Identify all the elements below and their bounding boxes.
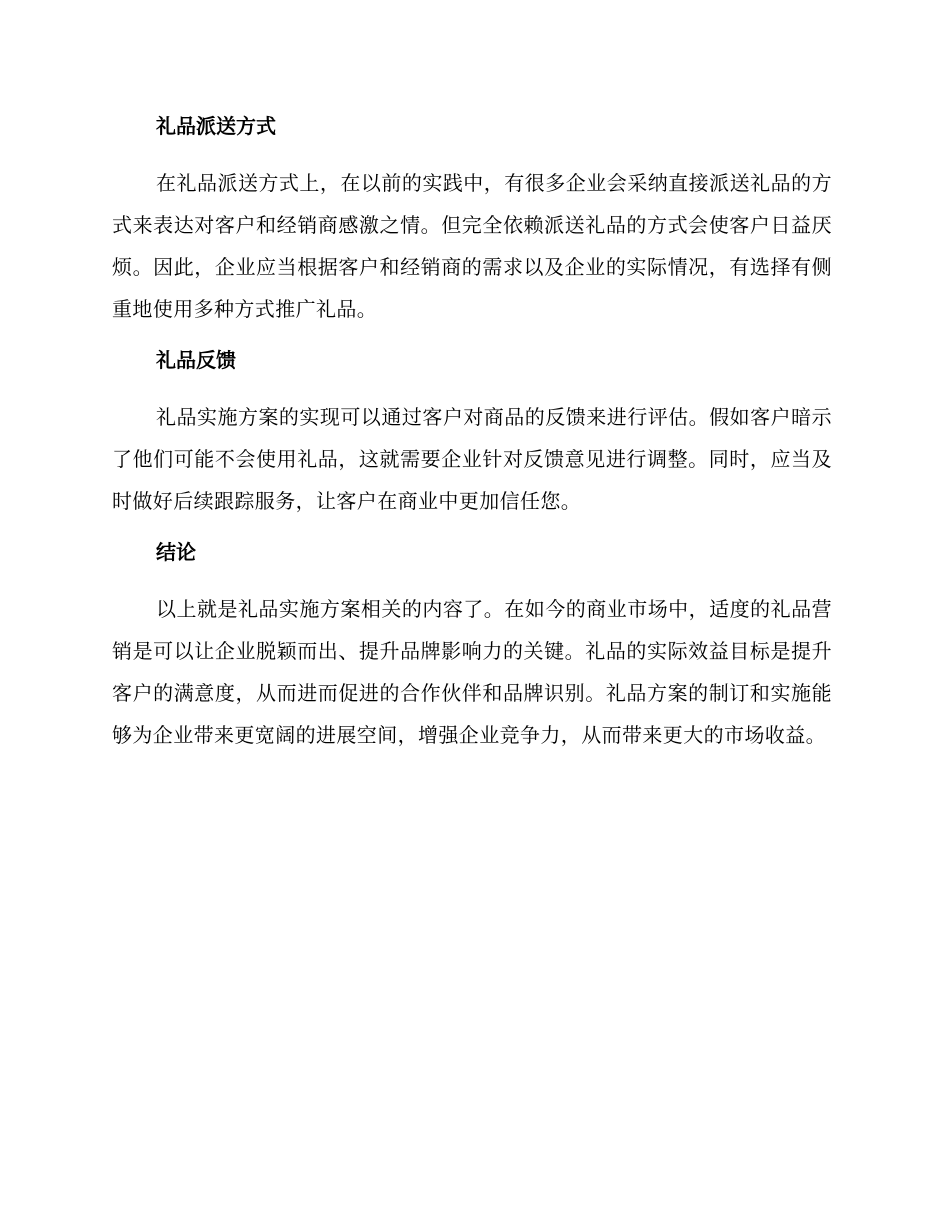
section-heading: 礼品派送方式 (156, 114, 276, 138)
section-paragraph: 礼品实施方案的实现可以通过客户对商品的反馈来进行评估。假如客户暗示了他们可能不会使用礼品，这就需要企业针对反馈意见进行调整。同时，应当及时做好后续跟踪服务，让客户在商业中更加信任您。 (112, 405, 832, 513)
section-paragraph: 在礼品派送方式上，在以前的实践中，有很多企业会采纳直接派送礼品的方式来表达对客户和经销商感激之情。但完全依赖派送礼品的方式会使客户日益厌烦。因此，企业应当根据客户和经销商的需求以及企业的实际情况，有选择有侧重地使用多种方式推广礼品。 (112, 171, 832, 321)
section-paragraph: 以上就是礼品实施方案相关的内容了。在如今的商业市场中，适度的礼品营销是可以让企业脱颖而出、提升品牌影响力的关键。礼品的实际效益目标是提升客户的满意度，从而进而促进的合作伙伴和品牌识别。礼品方案的制订和实施能够为企业带来更宽阔的进展空间，增强企业竞争力，从而带来更大的市场收益。 (112, 597, 832, 747)
section-conclusion (112, 536, 832, 756)
section-heading: 结论 (156, 540, 196, 564)
section-heading: 礼品反馈 (156, 348, 236, 372)
section-gift-delivery (112, 110, 832, 330)
section-gift-feedback (112, 344, 832, 522)
document-page (112, 110, 832, 770)
